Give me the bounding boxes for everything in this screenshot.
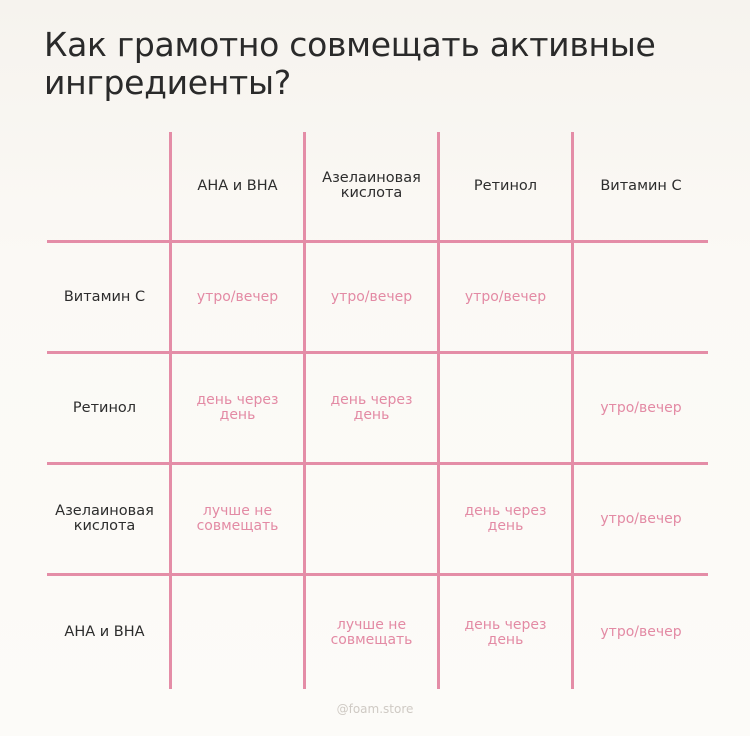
column-header-retinol: Ретинол [473, 177, 538, 194]
table-cell [574, 243, 708, 351]
table-cell: утро/вечер [196, 288, 279, 305]
table-cell [440, 354, 571, 462]
table-cell: утро/вечер [464, 288, 547, 305]
table-cell: день через день [464, 503, 547, 534]
row-header-aha-bha: AHA и BHA [64, 624, 145, 640]
column-header-aha-bha: AHA и BHA [197, 177, 278, 194]
column-header-azelaic-acid: Азелаиновая кислота [322, 170, 421, 201]
table-cell [172, 576, 303, 689]
table-cell: утро/вечер [330, 288, 413, 305]
table-cell: утро/вечер [600, 624, 682, 640]
table-cell: день через день [196, 392, 279, 423]
table-cell: утро/вечер [600, 510, 682, 527]
table-cell: день через день [330, 392, 413, 423]
table-cell: день через день [464, 616, 547, 648]
column-header-vitamin-c: Витамин С [600, 177, 682, 194]
page-title: Как грамотно совмещать активные ингредиенты? [44, 25, 656, 102]
table-cell [306, 465, 437, 573]
table-cell: лучше не совмещать [196, 503, 279, 534]
row-header-retinol: Ретинол [72, 399, 137, 416]
watermark: @foam.store [336, 702, 414, 716]
row-header-vitamin-c: Витамин С [63, 288, 146, 305]
table-cell: лучше не совмещать [330, 616, 413, 648]
table-cell: утро/вечер [600, 399, 682, 416]
row-header-azelaic-acid: Азелаиновая кислота [55, 503, 154, 534]
